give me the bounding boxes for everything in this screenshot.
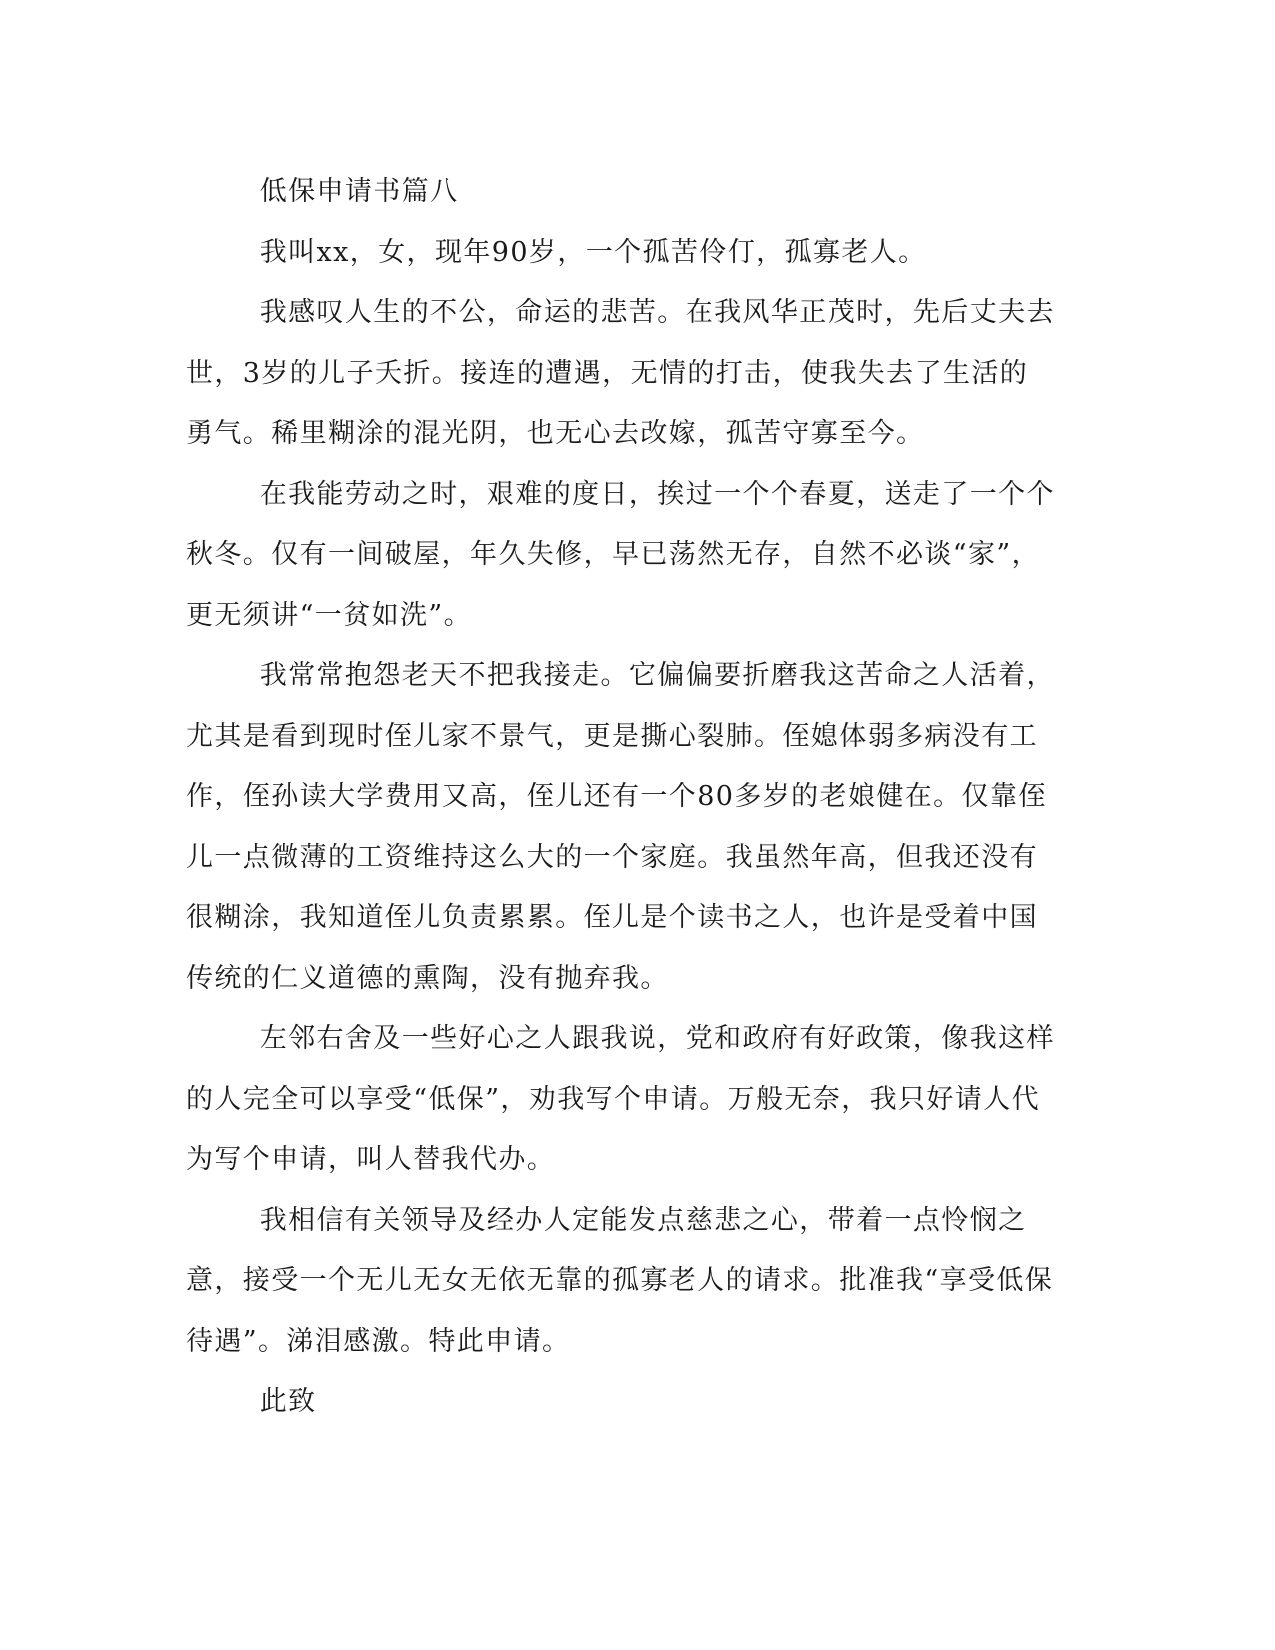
paragraph-intro: 我叫xx，女，现年90岁，一个孤苦伶仃，孤寡老人。 — [259, 236, 927, 268]
paragraph-closing: 此致 — [259, 1386, 317, 1417]
paragraph-request: 我相信有关领导及经办人定能发点慈悲之心，带着一点怜悯之意，接受一个无儿无女无依无靠的孤寡老人的请求。批准我“享受低保待遇”。涕泪感激。特此申请。 — [186, 1204, 1054, 1357]
paragraph-family: 我常常抱怨老天不把我接走。它偏偏要折磨我这苦命之人活着，尤其是看到现时侄儿家不景气，更是撕心裂肺。侄媳体弱多病没有工作，侄孙读大学费用又高，侄儿还有一个80多岁的老娘健在。仅靠侄儿一点微薄的工资维持这么大的一个家庭。我虽然年高，但我还没有很糊涂，我知道侄儿负责累累。侄儿是个读书之人，也许是受着中国传统的仁义道德的熏陶，没有抛弃我。 — [186, 660, 1055, 994]
paragraph-misfortune: 我感叹人生的不公，命运的悲苦。在我风华正茂时，先后丈夫去世，3岁的儿子夭折。接连的遭遇，无情的打击，使我失去了生活的勇气。稀里糊涂的混光阴，也无心去改嫁，孤苦守寡至今。 — [186, 297, 1055, 449]
document-title: 低保申请书篇八 — [259, 176, 459, 207]
paragraph-hardship: 在我能劳动之时，艰难的度日，挨过一个个春夏，送走了一个个秋冬。仅有一间破屋，年久失修，早已荡然无存，自然不必谈“家”，更无须讲“一贫如洗”。 — [186, 478, 1055, 631]
document-body — [186, 162, 1056, 1433]
paragraph-advice: 左邻右舍及一些好心之人跟我说，党和政府有好政策，像我这样的人完全可以享受“低保”，劝我写个申请。万般无奈，我只好请人代为写个申请，叫人替我代办。 — [186, 1023, 1055, 1175]
